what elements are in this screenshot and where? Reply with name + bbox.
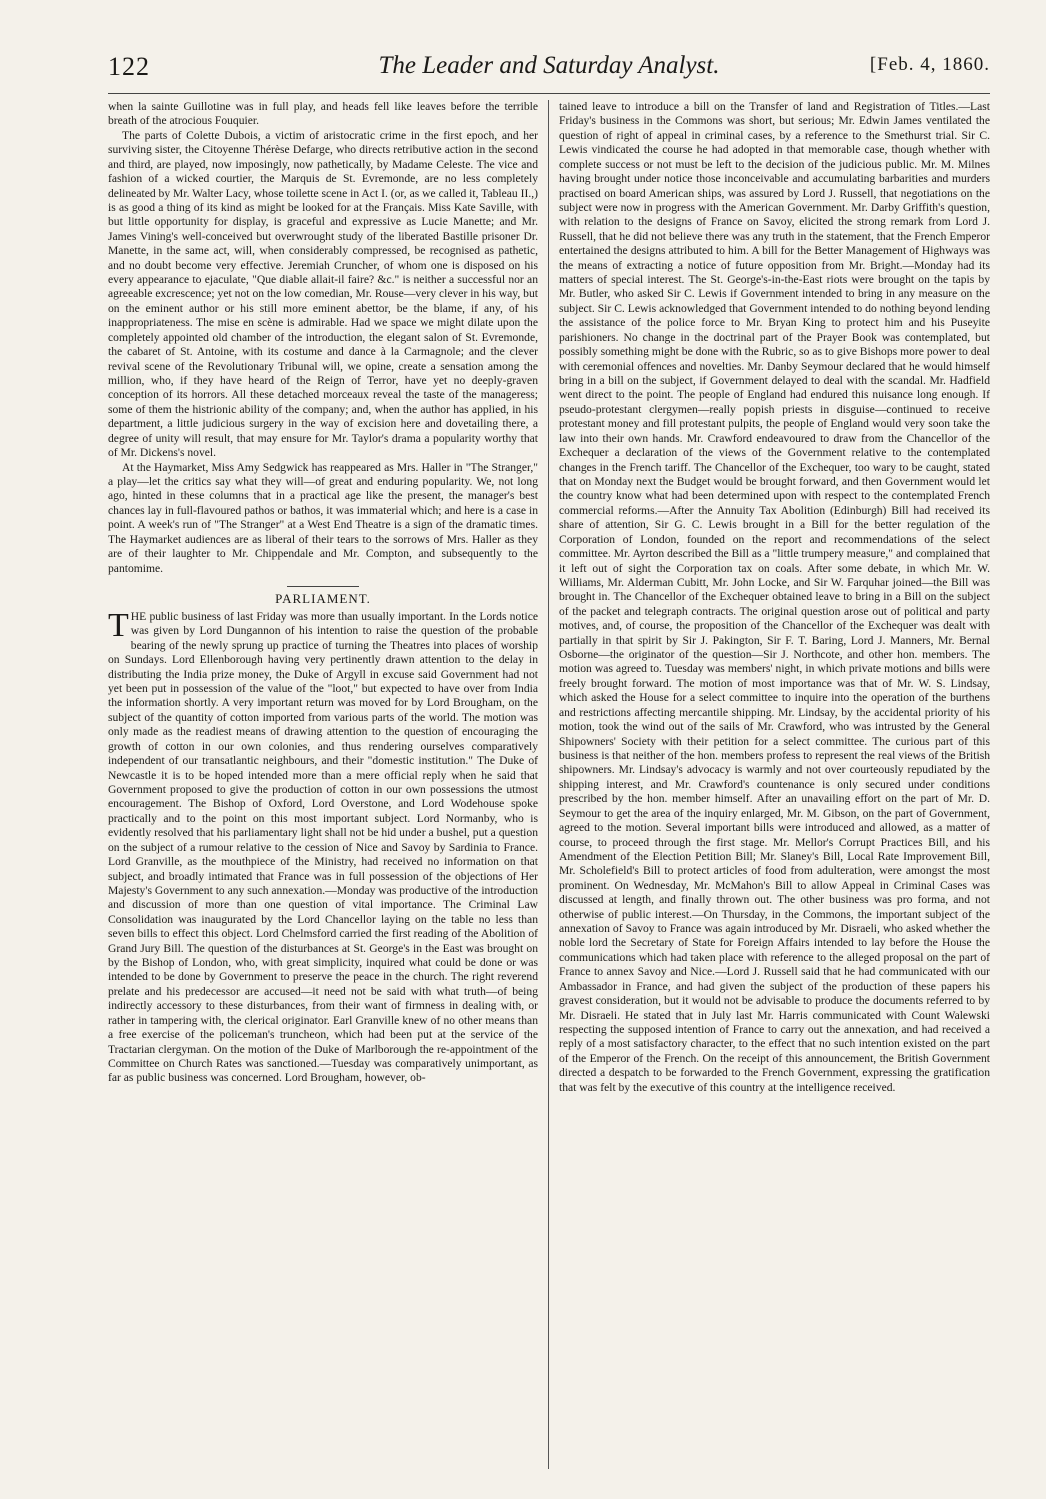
drop-cap: T [108, 606, 129, 644]
right-column [549, 100, 990, 1469]
section-heading: PARLIAMENT. [275, 590, 371, 606]
parliament-paragraph [108, 606, 538, 1086]
left-paragraph-1: when la sainte Guillotine was in full play, and heads fell like leaves before the terrible breath of the atrocious Fouquier. [108, 100, 538, 128]
left-paragraph-3: At the Haymarket, Miss Amy Sedgwick has reappeared as Mrs. Haller in "The Stranger," a play—let the critics say what they will—of great and enduring popularity. We, not long ago, hinted in these columns that in a practical age like the present, the manager's best chances lay in full-flavoured pathos or bathos, it was immaterial which; and here is a case in point. A week's run of "The Stranger" at a West End Theatre is a sign of the dramatic times. The Haymarket audiences are as liberal of their tears to the sorrows of Mrs. Haller as they are of their laughter to Mr. Chippendale and Mr. Compton, and subsequently to the pantomime. [108, 460, 538, 575]
left-paragraph-2: The parts of Colette Dubois, a victim of aristocratic crime in the first epoch, and her surviving sister, the Citoyenne Thérèse Defarge, who directs retributive action in the second and third, are played, now imposingly, now pathetically, by Madame Celeste. The vice and fashion of a wicked courtier, the Marquis de St. Evremonde, are no less completely delineated by Mr. Walter Lacy, whose toilette scene in Act I. (or, as we called it, Tableau II.,) is as good a thing of its kind as might be looked for at the Français. Miss Kate Saville, with but little opportunity for display, is graceful and expressive as Lucie Manette; and Mr. James Vining's well-conceived but overwrought study of the liberated Bastille prisoner Dr. Manette, in the same act, will, when considerably compressed, be recognised as pathetic, and no doubt become very effective. Jeremiah Cruncher, of whom one is disposed on his every appearance to ejaculate, "Que diable allait-il faire? &c." is neither a successful nor an agreeable excrescence; yet not on the low comedian, Mr. Rouse—very clever in his way, but on the eminent author or his still more eminent abettor, be the blame, if any, of his inappropriateness. The mise en scène is admirable. Had we space we might dilate upon the completely appointed old chamber of the introduction, the elegant salon of St. Evremonde, the cabaret of St. Antoine, with its costume and dance à la Carmagnole; and the clever revival scene of the Revolutionary Tribunal will, we opine, create a sensation among the million, who, if they have heard of the Reign of Terror, have yet no deeply-graven conception of its horrors. All these detached morceaux reveal the taste of the manageress; some of them the histrionic ability of the company; and, when the author has applied, in his department, a little judicious surgery in the way of excision here and dovetailing there, a degree of unity will result, that may ensure for Mr. Taylor's drama a popularity worthy that of Mr. Dickens's novel. [108, 128, 538, 460]
masthead [108, 52, 990, 92]
right-paragraph-1: tained leave to introduce a bill on the Transfer of land and Registration of Titles.—Last Friday's business in the Commons was short, but serious; Mr. Edwin James ventilated the question of right of appeal in criminal cases, by a reference to the Smethurst trial. Sir C. Lewis vindicated the course he had adopted in that memorable case, though whether with complete success or not must be left to the decision of the judicious public. Mr. M. Milnes having brought under notice those inconceivable and accumulating barbarities and murders practised on board American ships, was assured by Lord J. Russell, that negotiations on the subject were now in progress with the American Government. Mr. Darby Griffith's question, with relation to the designs of France on Savoy, elicited the strong remark from Lord J. Russell, that he did not believe there was any truth in the statement, that the French Emperor entertained the designs attributed to him. A bill for the Better Management of Highways was the means of extracting a notice of future opposition from Mr. Bright.—Monday had its matters of special interest. The St. George's-in-the-East riots were brought on the tapis by Mr. Butler, who asked Sir C. Lewis if Government intended to bring in any measure on the subject. Sir C. Lewis acknowledged that Government intended to do nothing beyond lending the assistance of the police force to Mr. Bryan King to protect him and his Puseyite parishioners. No change in the doctrinal part of the Prayer Book was contemplated, but possibly something might be done with the Rubric, so as to give Bishops more power to deal with ceremonial offences and novelties. Mr. Danby Seymour declared that he would himself bring in a bill on the subject, if Government delayed to deal with the scandal. Mr. Hadfield went direct to the point. The people of England had endured this nuisance long enough. If pseudo-protestant clergymen—really popish priests in disguise—continued to receive protestant money and fill protestant pulpits, the people of England would very soon take the law into their own hands. Mr. Crawford endeavoured to draw from the Chancellor of the Exchequer a declaration of the views of the Government relative to the contemplated changes in the French tariff. The Chancellor of the Exchequer, too wary to be caught, stated that on Monday next the Budget would be brought forward, and then Government would let the country know what had been determined upon with respect to the contemplated French commercial reforms.—After the Annuity Tax Abolition (Edinburgh) Bill had received its share of attention, Sir G. C. Lewis brought in a Bill for the better regulation of the Corporation of London, founded on the report and recommendations of the select committee. Mr. Ayrton described the Bill as a "little trumpery measure," and complained that it left out of sight the Corporation tax on coals. After some debate, in which Mr. W. Williams, Mr. Alderman Cubitt, Mr. John Locke, and Sir W. Farquhar joined—the Bill was brought in. The Chancellor of the Exchequer obtained leave to bring in a Bill on the subject of the packet and telegraph contracts. The original question arose out of political and party motives, and, of course, the proposition of the Chancellor of the Exchequer was dealt with partially in that spirit by Sir J. Pakington, Sir F. T. Baring, Lord J. Manners, Mr. Bernal Osborne—the originator of the question—Sir J. Northcote, and other hon. members. The motion was agreed to. Tuesday was members' night, in which private motions and bills were freely brought forward. The motion of most importance was that of Mr. W. S. Lindsay, which asked the House for a select committee to inquire into the operation of the burthens and restrictions affecting mercantile shipping. Mr. Lindsay, by the accidental priority of his motion, took the wind out of the sails of Mr. Crawford, who was intrusted by the General Shipowners' Society with their petition for a select committee. The curious part of this business is that neither of the hon. members profess to represent the real views of the British shipowners. Mr. Lindsay's advocacy is warmly and not over courteously repudiated by the shipping interest, and Mr. Crawford's countenance is only secured under conditions prescribed by the hon. member himself. After an unavailing effort on the part of Mr. D. Seymour to get the area of the inquiry enlarged, Mr. M. Gibson, on the part of Government, agreed to the motion. Several important bills were introduced and allowed, as a matter of course, to proceed through the first stage. Mr. Mellor's Corrupt Practices Bill, and his Amendment of the Election Petition Bill; Mr. Slaney's Bill, Local Rate Improvement Bill, Mr. Scholefield's Bill to protect articles of food from adulteration, were amongst the most prominent. On Wednesday, Mr. McMahon's Bill to allow Appeal in Criminal Cases was discussed at length, and finally thrown out. The other business was pro forma, and not otherwise of public interest.—On Thursday, in the Commons, the important subject of the annexation of Savoy to France was again introduced by Mr. Disraeli, who asked whether the noble lord the Secretary of State for Foreign Affairs intended to lay before the House the communications which had taken place with reference to the alleged proposal on the part of France to annex Savoy and Nice.—Lord J. Russell said that he had communicated with our Ambassador in France, and had given the subject of the production of these papers his gravest consideration, but it would not be advisable to produce the documents referred to by Mr. Disraeli. He stated that in July last Mr. Harris communicated with Count Walewski respecting the supposed intention of France to carry out the annexation, and had received a reply of a most satisfactory character, to the effect that no such intention existed on the part of the Emperor of the French. On the receipt of this announcement, the British Government directed a despatch to be forwarded to the French Government, expressing the gratification that was felt by the executive of this country at the intelligence received. [559, 100, 990, 1094]
left-column [108, 100, 549, 1469]
text-columns [108, 100, 990, 1469]
header-rule [108, 93, 990, 94]
section-divider [287, 586, 359, 587]
publication-title: The Leader and Saturday Analyst. [378, 52, 720, 79]
page-number: 122 [108, 52, 150, 81]
issue-date: [Feb. 4, 1860. [869, 54, 990, 75]
parliament-text: HE public business of last Friday was more than usually important. In the Lords notice was given by Lord Dungannon of his intention to raise the question of the probable bearing of the newly sprung up practice of turning the Theatres into places of worship on Sundays. Lord Ellenborough having very pertinently drawn attention to the delay in distributing the India prize money, the Duke of Argyll in excuse said Government had not yet been put in possession of the value of the "loot," but expected to have over from India the information shortly. A very important return was moved for by Lord Brougham, on the subject of the quantity of cotton imported from various parts of the world. The motion was only made as the readiest means of drawing attention to the question of encouraging the growth of cotton in our own colonies, and thus rendering ourselves comparatively independent of our transatlantic neighbours, and their "domestic institution." The Duke of Newcastle it is to be hoped intended more than a mere official reply when he said that Government proposed to give the production of cotton in our own possessions the utmost encouragement. The Bishop of Oxford, Lord Overstone, and Lord Wodehouse spoke practically and to the point on this most important subject. Lord Normanby, who is evidently resolved that his parliamentary light shall not be hid under a bushel, put a question on the subject of a rumour relative to the cession of Nice and Savoy by Sardinia to France. Lord Granville, as the mouthpiece of the Ministry, had received no information on that subject, and broadly intimated that France was in full possession of the objections of Her Majesty's Government to any such annexation.—Monday was productive of the introduction and discussion of more than one question of vital importance. The Criminal Law Consolidation was inaugurated by the Lord Chancellor laying on the table no less than seven bills to effect this object. Lord Chelmsford carried the first reading of the Abolition of Grand Jury Bill. The question of the disturbances at St. George's in the East was brought on by the Bishop of London, who, with great simplicity, inquired what could be done or was intended to be done by Government to preserve the peace in the church. The right reverend prelate and his predecessor are accused—it need not be said with what truth—of being indirectly accessory to these disturbances, from their want of firmness in dealing with, or rather in tampering with, the clerical originator. Earl Granville knew of no other means than a free exercise of the policeman's truncheon, which had been put at the service of the Tractarian clergyman. On the motion of the Duke of Marlborough the re-appointment of the Committee on Church Rates was sanctioned.—Tuesday was comparatively unimportant, as far as public business was concerned. Lord Brougham, however, ob- [108, 609, 538, 1085]
